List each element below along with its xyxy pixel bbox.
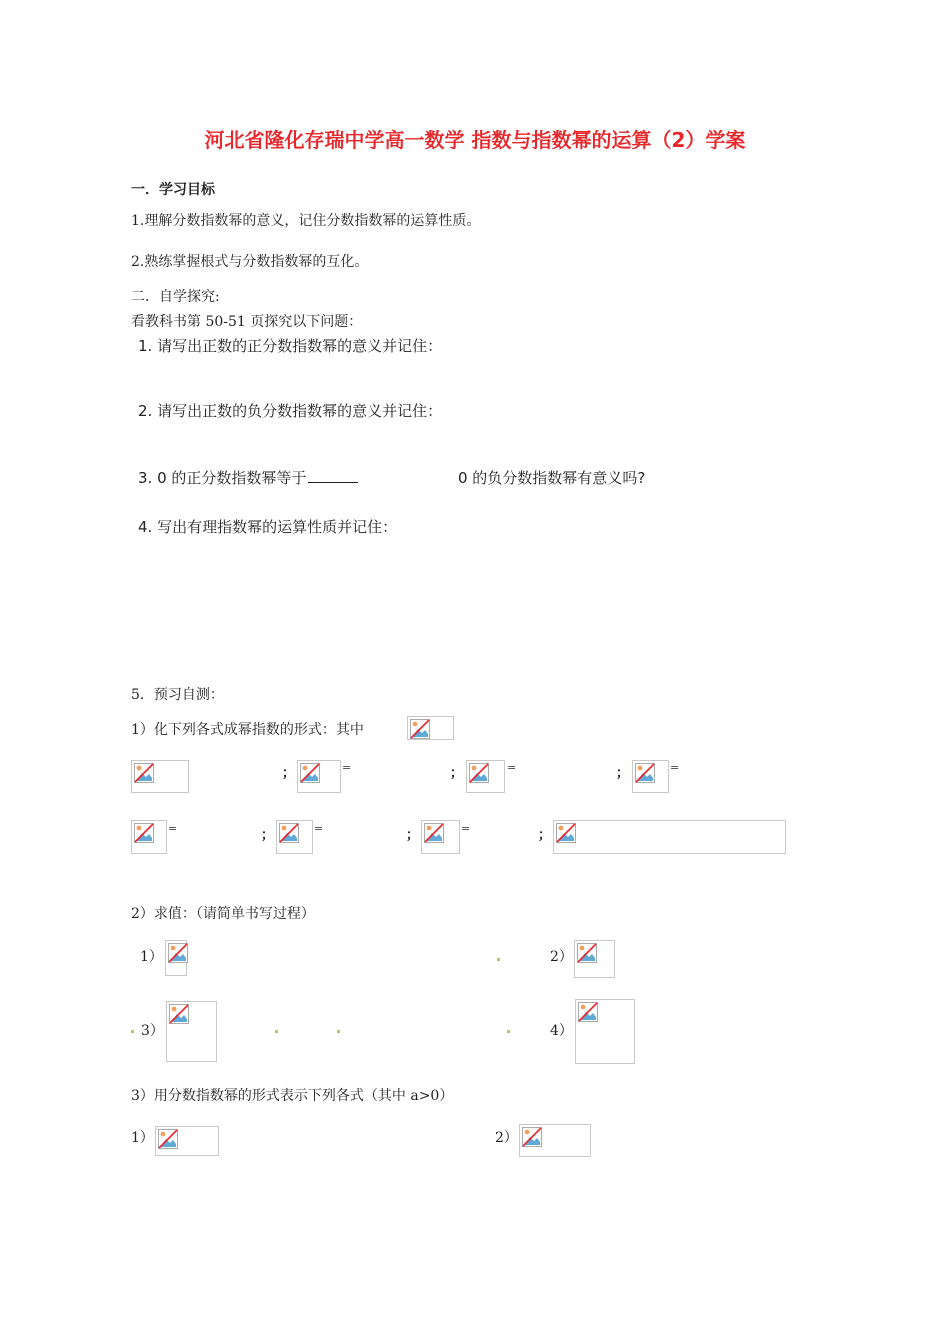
goal-item-2: 2.熟练掌握根式与分数指数幂的互化。 bbox=[131, 254, 369, 270]
broken-image-icon bbox=[410, 719, 430, 739]
equals-sign: = bbox=[670, 761, 680, 774]
broken-image-icon bbox=[279, 823, 299, 843]
section-heading-selftest: 5．预习自测： bbox=[131, 687, 224, 703]
question-3-text: 3. 0 的正分数指数幂等于 bbox=[138, 469, 307, 487]
equals-sign: = bbox=[342, 761, 352, 774]
answer-blank bbox=[308, 468, 358, 483]
stray-mark bbox=[497, 958, 500, 961]
question-3-left bbox=[138, 467, 358, 488]
broken-image-icon bbox=[469, 763, 489, 783]
separator-semicolon: ； bbox=[406, 828, 420, 843]
broken-image-icon bbox=[169, 1004, 189, 1024]
part-2-item-label: 4） bbox=[550, 1023, 573, 1039]
separator-semicolon: ； bbox=[282, 766, 296, 781]
stray-mark bbox=[507, 1030, 510, 1033]
question-3-right: 0 的负分数指数幂有意义吗? bbox=[458, 469, 646, 487]
separator-semicolon: ； bbox=[616, 766, 630, 781]
broken-image-icon bbox=[168, 943, 188, 963]
broken-image-icon bbox=[158, 1129, 178, 1149]
part-1-prompt: 1）化下列各式成幂指数的形式：其中 bbox=[131, 722, 364, 738]
document-title: 河北省隆化存瑞中学高一数学 指数与指数幂的运算（2）学案 bbox=[204, 128, 746, 152]
formula-image bbox=[553, 820, 786, 854]
question-4: 4. 写出有理指数幂的运算性质并记住： bbox=[138, 518, 398, 536]
part-2-item-label: 3） bbox=[141, 1023, 164, 1039]
broken-image-icon bbox=[522, 1127, 542, 1147]
broken-image-icon bbox=[577, 943, 597, 963]
equals-sign: = bbox=[168, 822, 178, 835]
broken-image-icon bbox=[578, 1002, 598, 1022]
stray-mark bbox=[275, 1030, 278, 1033]
section-heading-explore: 二．自学探究: bbox=[131, 289, 220, 305]
section-heading-goals: 一．学习目标 bbox=[131, 182, 215, 198]
part-3-prompt: 3）用分数指数幂的形式表示下列各式（其中 a>0） bbox=[131, 1088, 454, 1104]
broken-image-icon bbox=[556, 823, 576, 843]
formula-image bbox=[131, 760, 189, 793]
separator-semicolon: ； bbox=[450, 766, 464, 781]
formula-image bbox=[421, 820, 460, 854]
formula-image bbox=[632, 760, 669, 793]
question-2: 2. 请写出正数的负分数指数幂的意义并记住： bbox=[138, 402, 443, 420]
formula-image bbox=[131, 820, 167, 854]
formula-image bbox=[166, 1001, 217, 1062]
goal-item-1: 1.理解分数指数幂的意义，记住分数指数幂的运算性质。 bbox=[131, 213, 481, 229]
formula-image bbox=[519, 1124, 591, 1157]
stray-mark bbox=[337, 1030, 340, 1033]
formula-image bbox=[574, 940, 615, 978]
part-2-item-label: 1） bbox=[140, 949, 163, 965]
explore-intro: 看教科书第 50-51 页探究以下问题： bbox=[131, 314, 363, 330]
broken-image-icon bbox=[134, 823, 154, 843]
broken-image-icon bbox=[300, 763, 320, 783]
separator-semicolon: ； bbox=[538, 828, 552, 843]
formula-image bbox=[407, 716, 454, 740]
broken-image-icon bbox=[424, 823, 444, 843]
formula-image bbox=[575, 999, 635, 1064]
formula-image bbox=[165, 940, 187, 976]
equals-sign: = bbox=[461, 822, 471, 835]
equals-sign: = bbox=[507, 761, 517, 774]
formula-image bbox=[155, 1126, 219, 1156]
part-3-item-label: 2） bbox=[495, 1130, 518, 1146]
broken-image-icon bbox=[134, 763, 154, 783]
separator-semicolon: ； bbox=[261, 828, 275, 843]
part-3-item-label: 1） bbox=[131, 1130, 154, 1146]
question-1: 1. 请写出正数的正分数指数幂的意义并记住： bbox=[138, 337, 443, 355]
formula-image bbox=[276, 820, 313, 854]
formula-image bbox=[297, 760, 341, 793]
part-2-item-label: 2） bbox=[550, 949, 573, 965]
formula-image bbox=[466, 760, 505, 793]
part-2-prompt: 2）求值：（请简单书写过程） bbox=[131, 906, 315, 922]
equals-sign: = bbox=[314, 822, 324, 835]
broken-image-icon bbox=[635, 763, 655, 783]
stray-mark bbox=[131, 1030, 134, 1033]
